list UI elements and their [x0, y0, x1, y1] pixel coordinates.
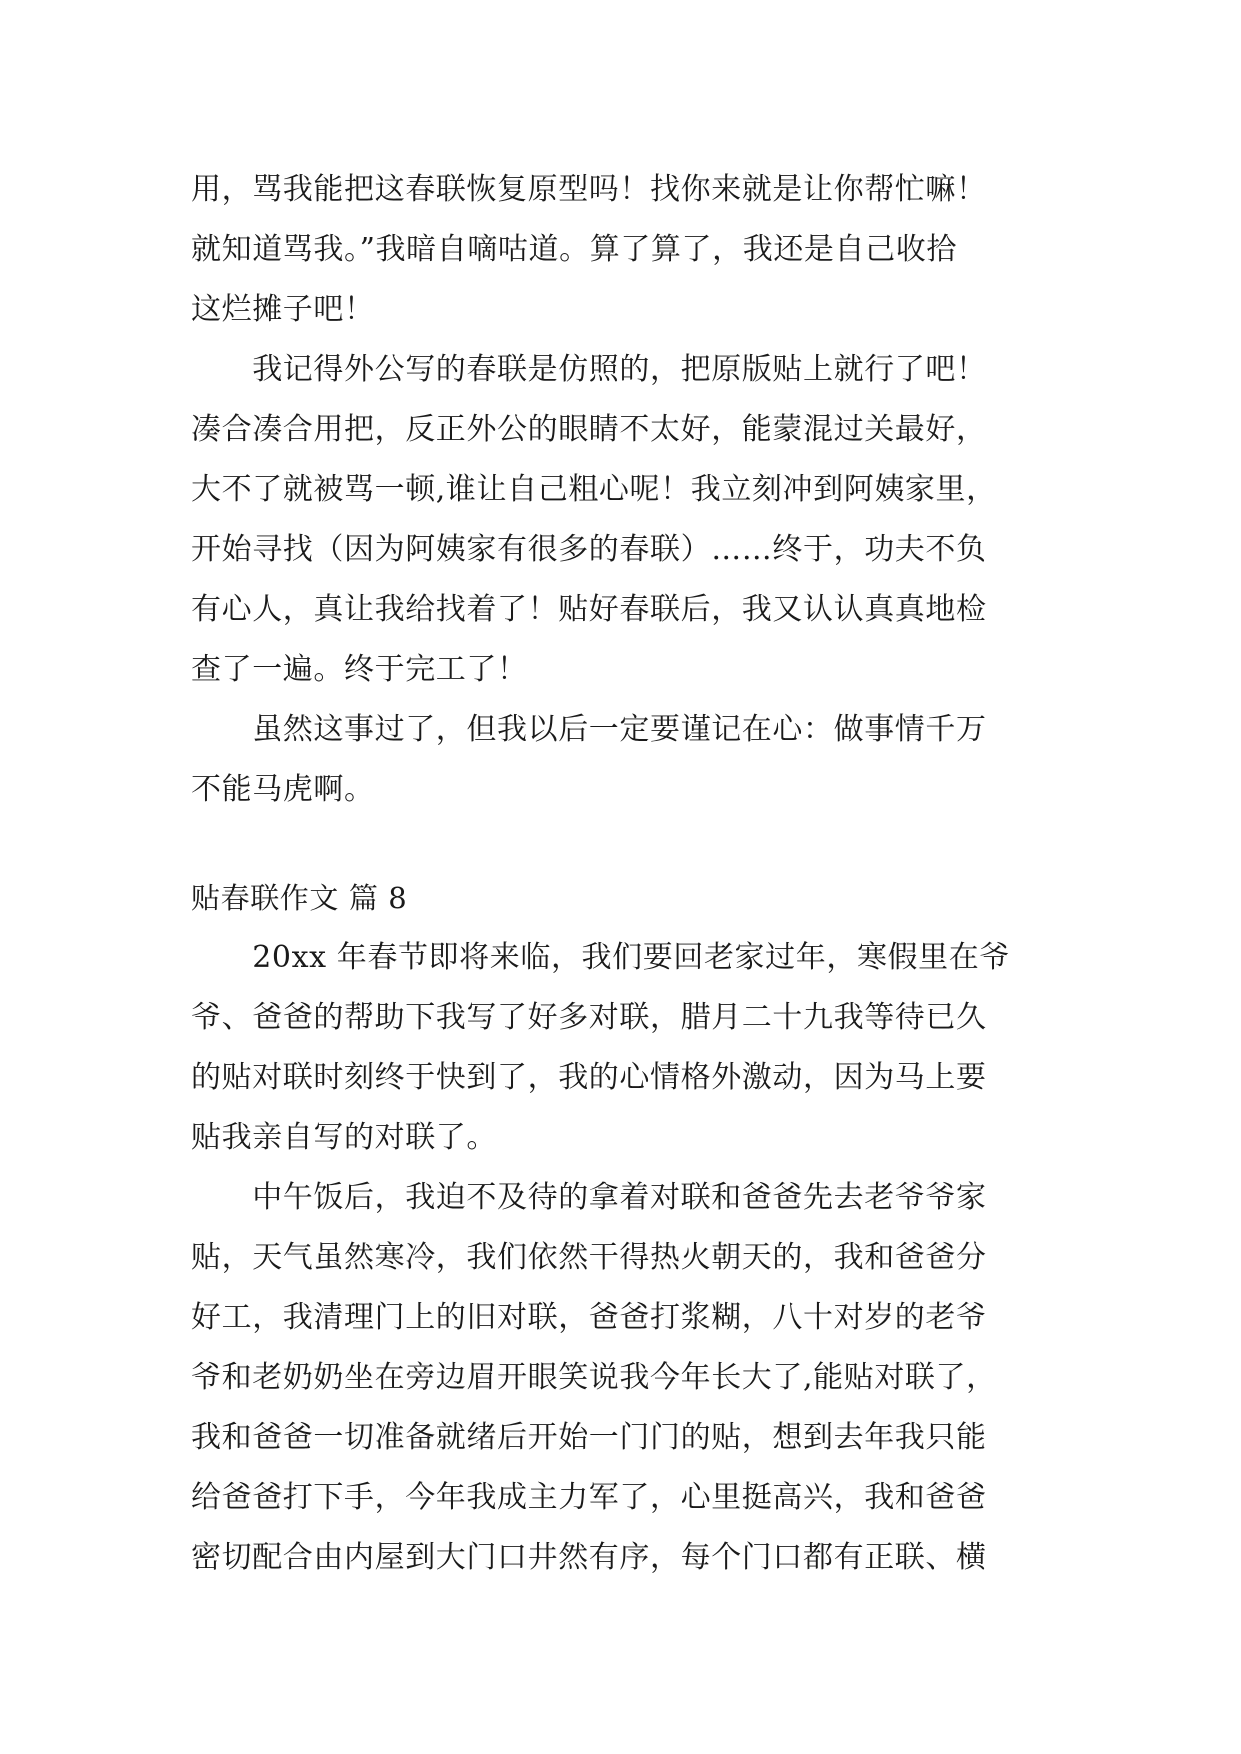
text-line: 贴我亲自写的对联了。: [191, 1120, 497, 1155]
text-line: 查了一遍。终于完工了！: [191, 652, 528, 687]
text-line: 20xx 年春节即将来临，我们要回老家过年，寒假里在爷: [191, 940, 1010, 975]
document-body: [191, 160, 1061, 1588]
text-line: 开始寻找（因为阿姨家有很多的春联）……终于，功夫不负: [191, 532, 987, 567]
paragraph: [191, 340, 1061, 700]
text-line: 的贴对联时刻终于快到了，我的心情格外激动，因为马上要: [191, 1060, 987, 1095]
text-line: 这烂摊子吧！: [191, 292, 375, 327]
paragraph: [191, 700, 1061, 820]
text-line: 爷和老奶奶坐在旁边眉开眼笑说我今年长大了,能贴对联了，: [191, 1360, 997, 1395]
text-line: 有心人，真让我给找着了！贴好春联后，我又认认真真地检: [191, 592, 987, 627]
text-line: 就知道骂我。”我暗自嘀咕道。算了算了，我还是自己收拾: [191, 232, 957, 267]
text-line: 凑合凑合用把，反正外公的眼睛不太好，能蒙混过关最好，: [191, 412, 987, 447]
paragraph: [191, 160, 1061, 340]
text-line: 密切配合由内屋到大门口井然有序，每个门口都有正联、横: [191, 1540, 987, 1575]
section-heading: 贴春联作文 篇 8: [191, 881, 408, 915]
text-line: 不能马虎啊。: [191, 772, 375, 807]
text-line: 用，骂我能把这春联恢复原型吗！找你来就是让你帮忙嘛！: [191, 172, 987, 207]
paragraph: [191, 1168, 1061, 1588]
section-spacer: [191, 820, 1061, 868]
text-line: 大不了就被骂一顿,谁让自己粗心呢！我立刻冲到阿姨家里，: [191, 472, 997, 507]
text-line: 爷、爸爸的帮助下我写了好多对联，腊月二十九我等待已久: [191, 1000, 987, 1035]
text-line: 我记得外公写的春联是仿照的，把原版贴上就行了吧！: [191, 352, 987, 387]
text-line: 贴，天气虽然寒冷，我们依然干得热火朝天的，我和爸爸分: [191, 1240, 987, 1275]
text-line: 给爸爸打下手，今年我成主力军了，心里挺高兴，我和爸爸: [191, 1480, 987, 1515]
text-line: 好工，我清理门上的旧对联，爸爸打浆糊，八十对岁的老爷: [191, 1300, 987, 1335]
text-line: 中午饭后，我迫不及待的拿着对联和爸爸先去老爷爷家: [191, 1180, 987, 1215]
text-line: 我和爸爸一切准备就绪后开始一门门的贴，想到去年我只能: [191, 1420, 987, 1455]
text-line: 虽然这事过了，但我以后一定要谨记在心：做事情千万: [191, 712, 987, 747]
paragraph: [191, 928, 1061, 1168]
